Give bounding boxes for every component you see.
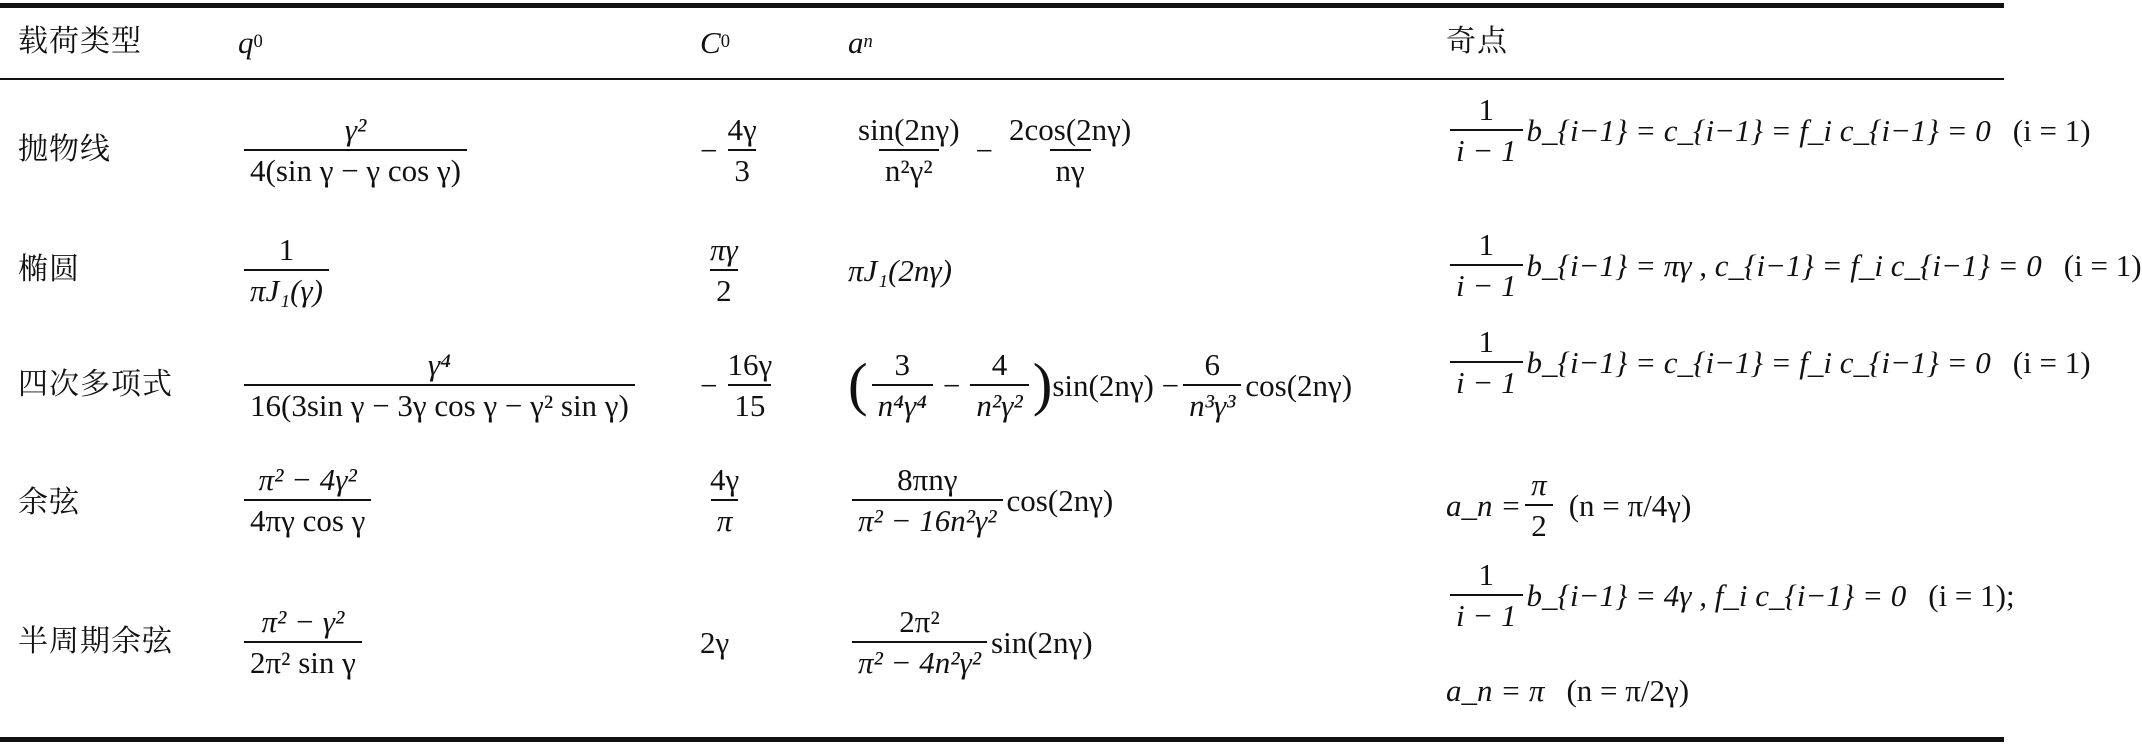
row-1-an-operator: − <box>975 132 994 168</box>
row-5-singular-line-1 <box>1446 555 2015 635</box>
row-3-c0-fraction <box>721 349 778 421</box>
row-2-q0-denominator: πJ₁(γ) <box>244 269 329 306</box>
row-4-an-numerator: 8πnγ <box>897 462 958 497</box>
row-1-c0-denominator: 3 <box>728 149 756 186</box>
row-5-q0 <box>240 597 366 687</box>
row-1-q0 <box>240 105 471 195</box>
row-4-singular-condition: (n = π/4γ) <box>1568 487 1692 523</box>
row-1-singular-condition: (i = 1) <box>2012 112 2091 148</box>
header-q0-subscript: 0 <box>253 30 263 52</box>
row-3-name <box>18 360 173 410</box>
row-3-an-f3-denominator: n³γ³ <box>1183 384 1241 421</box>
row-3-an-f2-denominator: n²γ² <box>970 384 1028 421</box>
row-5-singular-denominator: i − 1 <box>1450 594 1523 631</box>
row-2-singular-numerator: 1 <box>1478 227 1495 262</box>
row-1-singular-denominator: i − 1 <box>1450 129 1523 166</box>
row-4-q0-denominator: 4πγ cos γ <box>244 499 371 536</box>
header-an-subscript: n <box>863 30 873 52</box>
row-1-an-f1-denominator: n²γ² <box>879 149 939 186</box>
row-4-singular-denominator: 2 <box>1525 504 1553 541</box>
header-q0 <box>238 22 263 62</box>
table-bottom-rule <box>0 737 2004 742</box>
row-1-name <box>18 125 111 175</box>
row-5-singular-fraction <box>1450 559 1523 631</box>
row-4-q0 <box>240 455 375 545</box>
row-3-q0-numerator: γ⁴ <box>427 347 451 382</box>
row-5-q0-denominator: 2π² sin γ <box>244 641 362 678</box>
row-4-singular-lhs: a_n = <box>1446 487 1522 523</box>
row-1-c0 <box>700 105 767 195</box>
row-1-an-f2-numerator: 2cos(2nγ) <box>1009 112 1132 147</box>
header-an-symbol: a <box>848 24 864 60</box>
header-load-type <box>18 22 142 62</box>
header-q0-symbol: q <box>238 24 254 60</box>
row-4-c0-denominator: π <box>711 499 739 536</box>
row-1-an-f2-denominator: nγ <box>1050 149 1091 186</box>
row-2-singular-denominator: i − 1 <box>1450 264 1523 301</box>
row-3-q0-denominator: 16(3sin γ − 3γ cos γ − γ² sin γ) <box>244 384 635 421</box>
row-1-c0-sign: − <box>700 132 718 168</box>
row-3-q0 <box>240 340 639 430</box>
row-4-q0-fraction <box>244 464 371 536</box>
row-1-an <box>848 105 1141 195</box>
row-4-singular-fraction <box>1525 469 1553 541</box>
row-5-singular-expression: b_{i−1} = 4γ , f_i c_{i−1} = 0 <box>1526 577 1907 613</box>
row-3-an <box>848 340 1352 430</box>
row-2-singular <box>1446 225 2142 305</box>
header-c0-subscript: 0 <box>720 30 730 52</box>
row-4-singular-numerator: π <box>1531 467 1547 502</box>
row-4-name-text: 余弦 <box>18 485 80 520</box>
row-4-an-fraction <box>852 464 1003 536</box>
row-4-singular <box>1446 460 1691 550</box>
header-c0-symbol: C <box>700 24 721 60</box>
row-3-an-f2-numerator: 4 <box>991 347 1008 382</box>
row-3-an-right-paren: ) <box>1032 352 1053 418</box>
row-5-c0-expression: 2γ <box>700 624 730 660</box>
row-1-an-fraction-1 <box>852 114 966 186</box>
row-5-name <box>18 617 173 667</box>
row-1-c0-numerator: 4γ <box>727 112 757 147</box>
row-3-an-f3-numerator: 6 <box>1204 347 1220 382</box>
row-1-q0-fraction <box>244 114 467 186</box>
row-3-singular-denominator: i − 1 <box>1450 361 1523 398</box>
row-3-name-text: 四次多项式 <box>18 367 173 402</box>
row-1-singular <box>1446 90 2091 170</box>
header-singular-label: 奇点 <box>1446 24 1508 59</box>
header-singular <box>1446 22 1508 62</box>
row-5-singular-condition: (i = 1); <box>1928 577 2015 613</box>
row-2-c0-denominator: 2 <box>710 269 738 306</box>
row-1-singular-expression: b_{i−1} = c_{i−1} = f_i c_{i−1} = 0 <box>1526 112 1991 148</box>
row-3-an-tail-2: cos(2nγ) <box>1245 367 1353 403</box>
row-3-c0-sign: − <box>700 367 718 403</box>
row-2-name-text: 椭圆 <box>18 252 80 287</box>
row-1-an-f1-numerator: sin(2nγ) <box>858 112 960 147</box>
row-3-q0-fraction <box>244 349 635 421</box>
row-3-an-fraction-1 <box>872 349 933 421</box>
row-4-q0-numerator: π² − 4γ² <box>258 462 357 497</box>
row-1-q0-numerator: γ² <box>344 112 367 147</box>
row-5-q0-numerator: π² − γ² <box>261 604 345 639</box>
row-5-singular-numerator: 1 <box>1478 557 1495 592</box>
row-3-an-operator: − <box>942 367 961 403</box>
row-5-an-denominator: π² − 4n²γ² <box>852 641 987 678</box>
row-2-q0 <box>240 225 333 315</box>
row-1-name-text: 抛物线 <box>18 132 111 167</box>
row-3-an-fraction-2 <box>970 349 1028 421</box>
row-5-q0-fraction <box>244 606 362 678</box>
row-3-singular-condition: (i = 1) <box>2012 344 2091 380</box>
row-4-an-denominator: π² − 16n²γ² <box>852 499 1003 536</box>
row-2-singular-fraction <box>1450 229 1523 301</box>
row-1-c0-fraction <box>721 114 762 186</box>
header-c0 <box>700 22 730 62</box>
row-3-c0-numerator: 16γ <box>727 347 773 382</box>
row-3-singular-expression: b_{i−1} = c_{i−1} = f_i c_{i−1} = 0 <box>1526 344 1991 380</box>
row-2-singular-expression: b_{i−1} = πγ , c_{i−1} = f_i c_{i−1} = 0 <box>1526 247 2042 283</box>
row-3-c0 <box>700 340 782 430</box>
row-2-c0 <box>700 225 748 315</box>
row-4-c0 <box>700 455 749 545</box>
row-3-singular-fraction <box>1450 326 1523 398</box>
row-2-name <box>18 245 80 295</box>
row-4-c0-numerator: 4γ <box>710 462 740 497</box>
row-3-an-f1-denominator: n⁴γ⁴ <box>872 384 933 421</box>
row-3-c0-denominator: 15 <box>728 384 771 421</box>
row-4-c0-fraction <box>704 464 745 536</box>
row-2-q0-numerator: 1 <box>278 232 295 267</box>
row-2-an-expression: πJ₁(2nγ) <box>848 252 952 288</box>
row-2-an <box>848 245 952 295</box>
row-4-an-tail: cos(2nγ) <box>1006 482 1114 518</box>
row-3-an-fraction-3 <box>1183 349 1241 421</box>
row-2-singular-condition: (i = 1) <box>2063 247 2142 283</box>
header-an <box>848 22 873 62</box>
row-2-c0-fraction <box>704 234 744 306</box>
row-5-an-numerator: 2π² <box>899 604 940 639</box>
row-2-c0-numerator: πγ <box>710 232 738 267</box>
row-3-singular-numerator: 1 <box>1478 324 1495 359</box>
header-load-type-label: 载荷类型 <box>18 24 142 59</box>
row-4-an <box>848 455 1113 545</box>
row-2-q0-fraction <box>244 234 329 306</box>
row-5-an-fraction <box>852 606 987 678</box>
row-3-an-f1-numerator: 3 <box>894 347 911 382</box>
row-3-singular <box>1446 322 2091 402</box>
row-5-an-tail: sin(2nγ) <box>991 624 1093 660</box>
row-5-c0 <box>700 617 729 667</box>
table-top-rule <box>0 3 2004 8</box>
row-4-name <box>18 478 80 528</box>
row-3-an-left-paren: ( <box>848 352 868 418</box>
table-header-rule <box>0 78 2004 80</box>
row-1-q0-denominator: 4(sin γ − γ cos γ) <box>244 149 467 186</box>
row-1-singular-numerator: 1 <box>1478 92 1495 127</box>
row-1-an-fraction-2 <box>1003 114 1137 186</box>
row-5-name-text: 半周期余弦 <box>18 624 173 659</box>
row-3-an-tail-1: sin(2nγ) − <box>1052 367 1180 403</box>
row-5-singular-line2-expression: a_n = π <box>1446 672 1545 708</box>
row-5-singular-line2-condition: (n = π/2γ) <box>1566 672 1690 708</box>
row-5-singular-line-2 <box>1446 668 1689 712</box>
row-1-singular-fraction <box>1450 94 1523 166</box>
row-5-an <box>848 597 1093 687</box>
